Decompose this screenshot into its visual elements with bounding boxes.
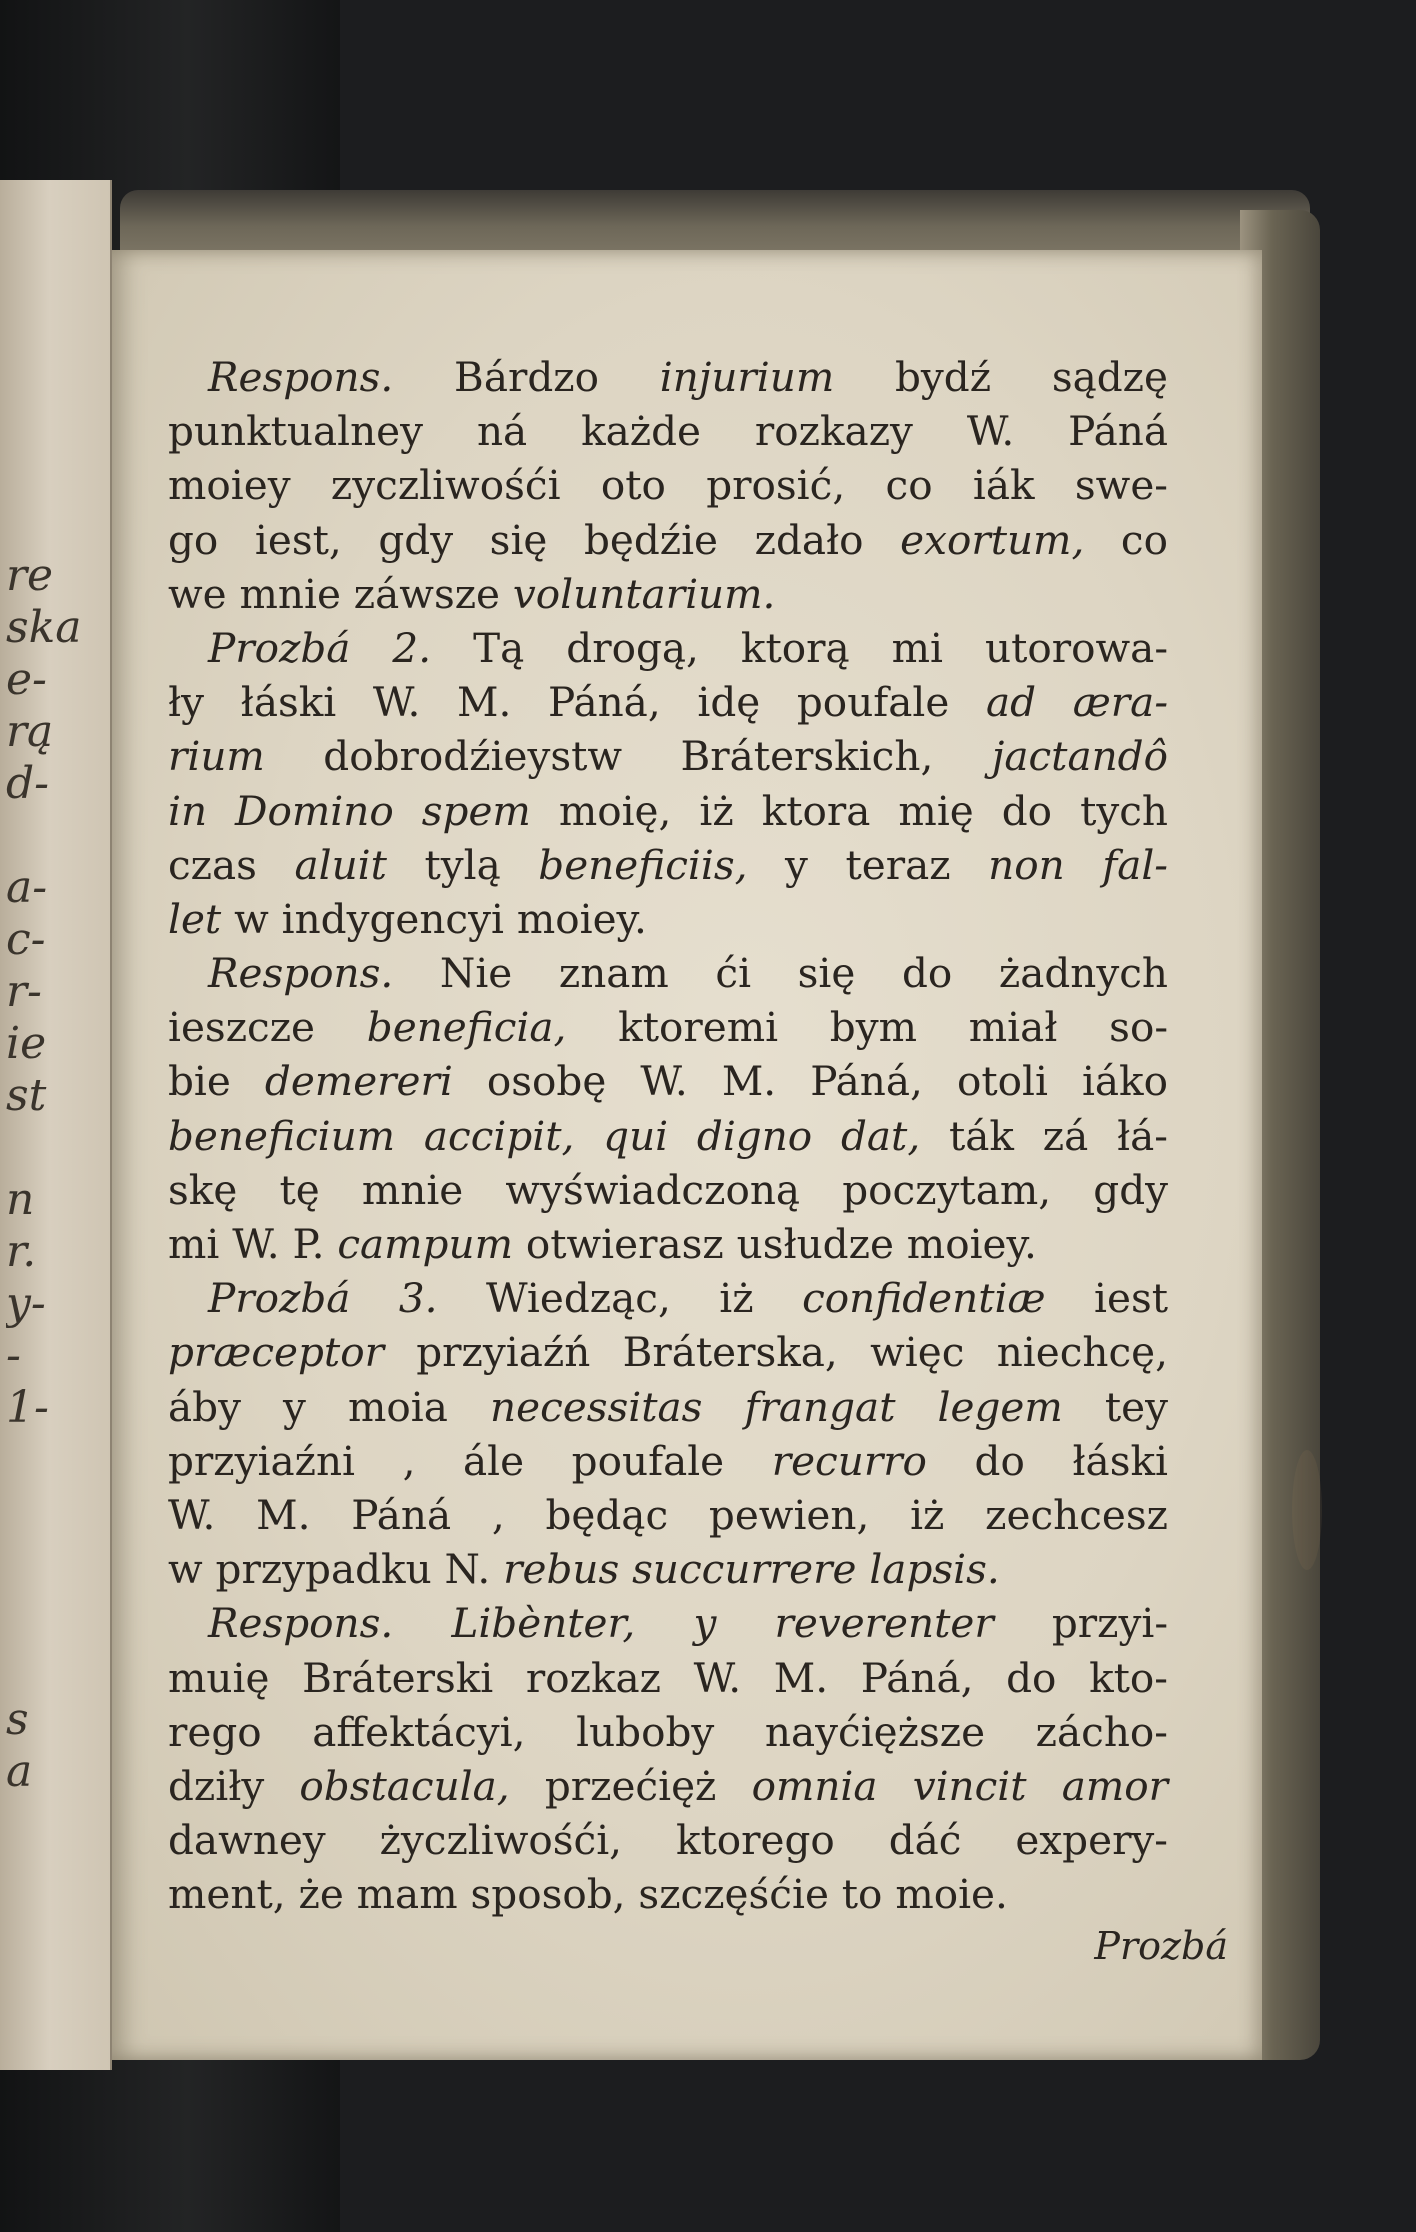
text-segment: skę tę mnie wyświadczoną poczytam, gdy: [168, 1165, 1168, 1214]
text-segment: Nie znam ći się do żadnych: [393, 949, 1168, 998]
italic-segment: obstacula,: [299, 1761, 510, 1810]
text-line: [168, 458, 1168, 512]
text-line: [168, 784, 1168, 838]
text-line: [168, 675, 1168, 729]
left-fragment: [6, 1902, 106, 1954]
text-line: [168, 1000, 1168, 1054]
left-fragment: [6, 1538, 106, 1590]
text-line: [168, 567, 1168, 621]
text-line: [168, 1759, 1168, 1813]
italic-segment: non fal-: [988, 840, 1168, 889]
text-segment: bie: [168, 1057, 265, 1106]
text-line: [168, 513, 1168, 567]
left-fragment: st: [6, 1070, 47, 1121]
left-fragment: [6, 1434, 106, 1486]
left-fragment: [6, 1122, 106, 1174]
left-fragment: n: [6, 1174, 35, 1225]
left-fragment: d-: [6, 758, 50, 809]
left-fragment: [6, 2006, 106, 2058]
text-segment: osobę W. M. Páná, otoli iáko: [452, 1057, 1168, 1106]
text-segment: w przypadku N.: [168, 1545, 504, 1594]
text-line: [168, 1434, 1168, 1488]
text-segment: przyi-: [993, 1599, 1169, 1648]
text-line: [168, 621, 1168, 675]
text-line: [168, 1651, 1168, 1705]
italic-segment: necessitas frangat legem: [490, 1382, 1063, 1431]
italic-segment: Respons.: [208, 949, 394, 998]
left-fragment: [6, 1642, 106, 1694]
italic-segment: let: [168, 894, 222, 943]
italic-segment: beneficiis,: [538, 840, 748, 889]
text-segment: Wiedząc, iż: [437, 1274, 803, 1323]
text-segment: Tą drogą, ktorą mi utorowa-: [431, 623, 1169, 672]
italic-segment: Prozbá 3.: [208, 1274, 438, 1323]
text-segment: co: [1084, 515, 1168, 564]
text-segment: y teraz: [747, 840, 989, 889]
left-fragment: y-: [6, 1278, 46, 1329]
text-segment: punktualney ná każde rozkazy W. Páná: [168, 407, 1168, 456]
italic-segment: injurium: [659, 353, 835, 401]
text-line: [168, 350, 1168, 404]
text-segment: do łáski: [926, 1436, 1168, 1485]
text-segment: we mnie záwsze: [168, 569, 513, 618]
left-fragment: [6, 1954, 106, 2006]
text-line: [168, 1163, 1168, 1217]
italic-segment: voluntarium.: [512, 569, 776, 618]
text-segment: ły łáski W. M. Páná, idę poufale: [168, 678, 986, 727]
text-line: [168, 892, 1168, 946]
left-fragment: [6, 1850, 106, 1902]
italic-segment: beneficium accipit, qui digno dat,: [168, 1111, 921, 1160]
italic-segment: recurro: [771, 1436, 927, 1485]
text-segment: przećięż: [509, 1761, 752, 1810]
left-fragment: 1-: [6, 1382, 49, 1433]
text-line: [168, 1813, 1168, 1867]
left-fragment: ie: [6, 1018, 47, 1069]
left-fragment: ska: [6, 602, 82, 653]
text-line: [168, 729, 1168, 783]
left-fragment: s: [6, 1694, 29, 1745]
catchword: Prozbá: [1094, 1924, 1228, 1968]
italic-segment: beneficia,: [366, 1003, 567, 1052]
italic-segment: Respons. Libènter, y reverenter: [208, 1599, 994, 1648]
left-fragment: [6, 1798, 106, 1850]
italic-segment: Prozbá 2.: [208, 623, 432, 672]
page-text: [168, 350, 1168, 1921]
left-fragment: c-: [6, 914, 46, 965]
text-segment: otwierasz usłudze moiey.: [512, 1220, 1037, 1268]
left-page-edge: [0, 180, 112, 2070]
text-segment: w indygencyi moiey.: [221, 894, 647, 943]
text-segment: mi W. P.: [168, 1220, 338, 1268]
italic-segment: aluit: [294, 840, 387, 889]
text-segment: moię, iż ktora mię do tych: [530, 786, 1168, 835]
text-line: [168, 404, 1168, 458]
text-segment: áby y moia: [168, 1382, 491, 1431]
left-fragment: -: [6, 1330, 21, 1381]
text-line: [168, 1705, 1168, 1759]
text-segment: rego affektácyi, luboby nayćięższe zácho-: [168, 1707, 1168, 1756]
italic-segment: campum: [337, 1220, 513, 1268]
text-line: [168, 1217, 1168, 1271]
text-line: [168, 1271, 1168, 1325]
left-fragment: [6, 810, 106, 862]
text-segment: dobrodźieystw Bráterskich,: [264, 732, 992, 781]
text-segment: ktoremi bym miał so-: [566, 1003, 1169, 1052]
italic-segment: demereri: [264, 1057, 453, 1106]
text-segment: tylą: [386, 840, 539, 889]
italic-segment: in Domino spem: [168, 786, 531, 835]
left-fragment: a: [6, 1746, 33, 1797]
left-page-fragments: [6, 550, 106, 2110]
left-fragment: a-: [6, 862, 48, 913]
paper-stain: [1292, 1450, 1322, 1570]
text-line: [168, 1325, 1168, 1379]
left-fragment: r-: [6, 966, 42, 1017]
text-segment: tey: [1062, 1382, 1168, 1431]
left-fragment: e-: [6, 654, 47, 705]
text-segment: przyiaźń Bráterska, więc niechcę,: [383, 1328, 1168, 1377]
text-line: [168, 946, 1168, 1000]
text-line: [168, 1488, 1168, 1542]
left-fragment: [6, 1590, 106, 1642]
right-page: [112, 250, 1262, 2060]
italic-segment: exortum,: [900, 515, 1085, 564]
italic-segment: omnia vincit amor: [751, 1761, 1168, 1810]
text-line: [168, 1054, 1168, 1108]
text-line: [168, 1596, 1168, 1650]
text-segment: go iest, gdy się będźie zdało: [168, 515, 901, 564]
text-segment: ment, że mam sposob, szczęśćie to moie.: [168, 1870, 1008, 1919]
italic-segment: confidentiæ: [802, 1274, 1046, 1323]
text-segment: moiey zyczliwośći oto prosić, co iák swe-: [168, 461, 1168, 510]
text-line: [168, 1542, 1168, 1596]
text-line: [168, 1867, 1168, 1921]
text-segment: ták zá łá-: [920, 1111, 1168, 1160]
italic-segment: rium: [168, 732, 265, 781]
left-fragment: re: [6, 550, 54, 601]
text-line: [168, 1380, 1168, 1434]
text-segment: iest: [1045, 1274, 1168, 1323]
text-segment: bydź sądzę: [834, 353, 1168, 401]
left-fragment: [6, 1486, 106, 1538]
italic-segment: Respons.: [208, 353, 394, 401]
text-segment: Bárdzo: [393, 353, 660, 401]
left-fragment: rą: [6, 706, 54, 757]
italic-segment: præceptor: [168, 1328, 384, 1377]
italic-segment: jactandô: [991, 732, 1168, 781]
left-fragment: [6, 2058, 106, 2110]
text-segment: dawney życzliwośći, ktorego dáć expery-: [168, 1816, 1168, 1865]
text-line: [168, 1109, 1168, 1163]
text-segment: przyiaźni , ále poufale: [168, 1436, 772, 1485]
text-segment: W. M. Páná , będąc pewien, iż zechcesz: [168, 1490, 1168, 1539]
text-segment: ieszcze: [168, 1003, 367, 1052]
text-segment: czas: [168, 840, 295, 889]
italic-segment: rebus succurrere lapsis.: [503, 1545, 1000, 1594]
left-fragment: r.: [6, 1226, 37, 1277]
italic-segment: ad æra-: [986, 678, 1168, 727]
text-segment: dziły: [168, 1761, 300, 1810]
text-line: [168, 838, 1168, 892]
text-segment: muię Bráterski rozkaz W. M. Páná, do kto-: [168, 1653, 1168, 1702]
